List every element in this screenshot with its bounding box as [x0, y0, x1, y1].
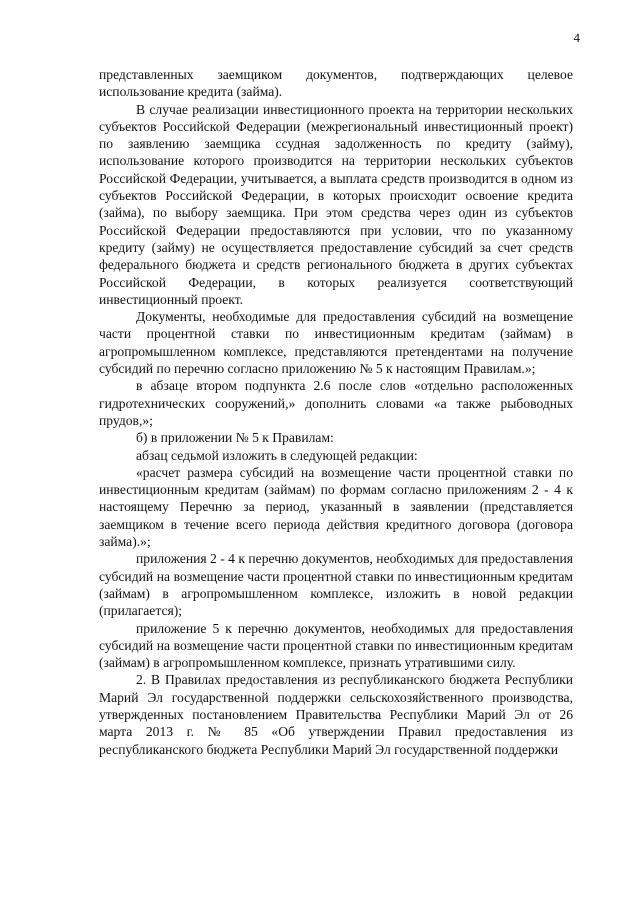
paragraph: абзац седьмой изложить в следующей редакции:: [136, 447, 418, 463]
paragraph: Документы, необходимые для предоставления субсидий на возмещение части процентной ставки по инвестиционным кредитам (займам) в агропромышленном комплексе, представляются претендентами на получение субсидий по перечню согласно приложению № 5 к настоящим Правилам.»;: [99, 309, 573, 377]
paragraph: в абзаце втором подпункта 2.6 после слов «отдельно расположенных гидротехнических сооружений,» дополнить словами «а также рыбоводных прудов,»;: [99, 378, 573, 428]
page-number: 4: [573, 30, 580, 45]
paragraph: б) в приложении № 5 к Правилам:: [136, 430, 334, 446]
document-body: [99, 66, 573, 758]
paragraph: В случае реализации инвестиционного проекта на территории нескольких субъектов Российской Федерации (межрегиональный инвестиционный проект) по заявлению заемщика ссудная задолженность по кредиту (займу), использование которого производится на территории нескольких субъектов Российской Федерации, учитывается, а выплата средств производится в одном из субъектов Российской Федерации, в которых происходит освоение кредита (займа), по выбору заемщика. При этом средства через один из субъектов Российской Федерации предоставляются при условии, что по указанному кредиту (займу) не осуществляется предоставление субсидий за счет средств федерального бюджета и средств регионального бюджета в других субъектах Российской Федерации, в которых реализуется соответствующий инвестиционный проект.: [99, 101, 573, 307]
paragraph: 2. В Правилах предоставления из республиканского бюджета Республики Марий Эл государственной поддержки сельскохозяйственного производства, утвержденных постановлением Правительства Республики Марий Эл от 26 марта 2013 г. № 85 «Об утверждении Правил предоставления из республиканского бюджета Республики Марий Эл государственной поддержки: [99, 672, 573, 757]
paragraph: «расчет размера субсидий на возмещение части процентной ставки по инвестиционным кредитам (займам) по формам согласно приложениям 2 - 4 к настоящему Перечню за период, указанный в заявлении (представляется заемщиком в течение всего периода действия кредитного договора (договора займа).»;: [99, 464, 573, 550]
paragraph: приложение 5 к перечню документов, необходимых для предоставления субсидий на возмещение части процентной ставки по инвестиционным кредитам (займам) в агропромышленном комплексе, признать утратившими силу.: [99, 620, 573, 671]
paragraph: представленных заемщиком документов, подтверждающих целевое использование кредита (займа).: [99, 67, 573, 100]
paragraph: приложения 2 - 4 к перечню документов, необходимых для предоставления субсидий на возмещение части процентной ставки по инвестиционным кредитам (займам) в агропромышленном комплексе, изложить в новой редакции (прилагается);: [99, 551, 573, 619]
